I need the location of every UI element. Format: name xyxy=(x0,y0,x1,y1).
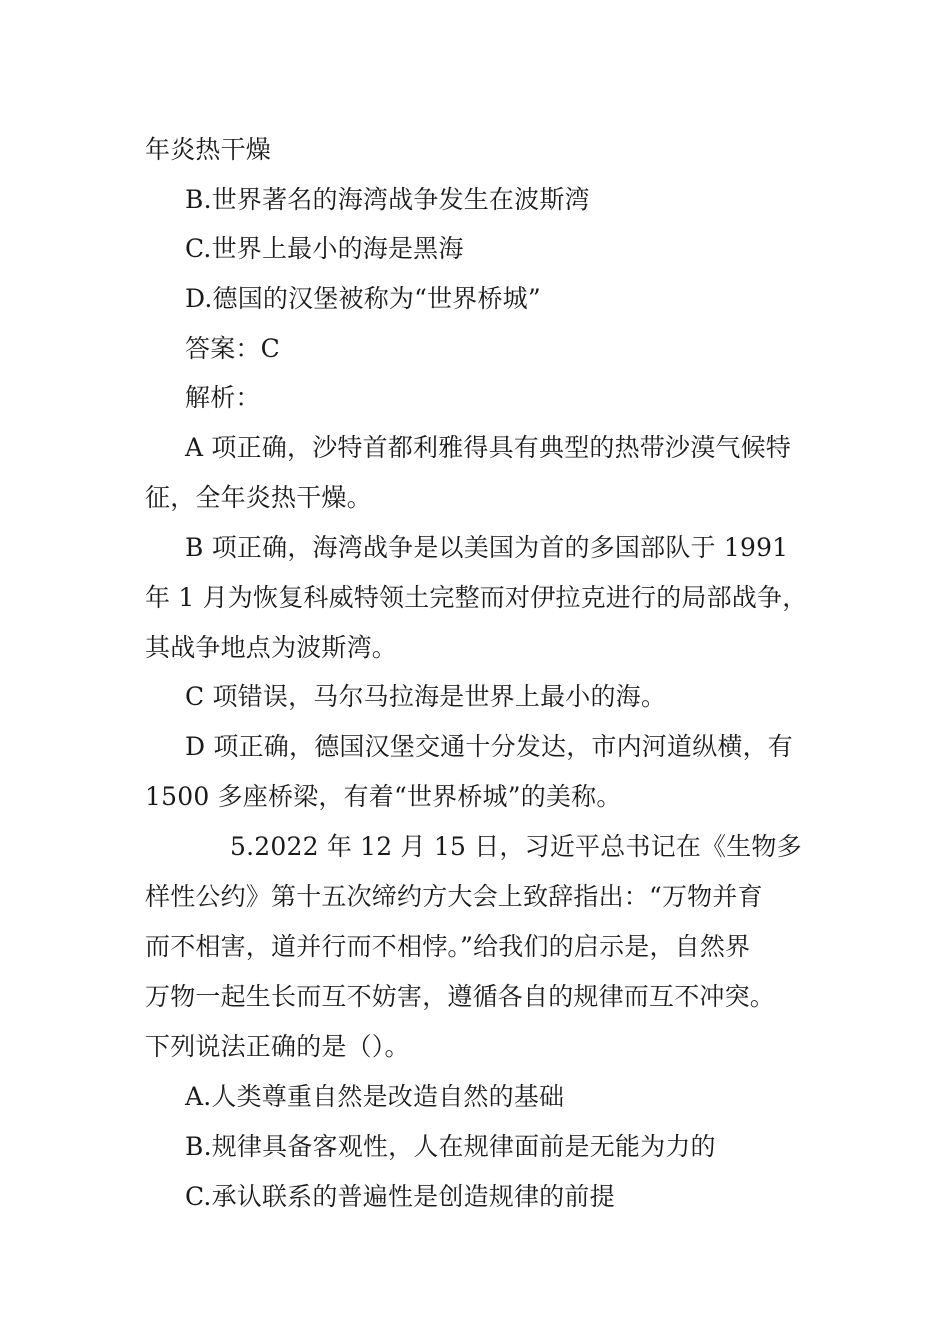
question-5-cont3: 万物一起生长而互不妨害，遵循各自的规律而互不冲突。 xyxy=(145,982,776,1011)
analysis-b: B 项正确，海湾战争是以美国为首的多国部队于 1991 xyxy=(185,533,789,562)
q5-option-a: A.人类尊重自然是改造自然的基础 xyxy=(185,1082,565,1111)
analysis-c: C 项错误，马尔马拉海是世界上最小的海。 xyxy=(185,682,667,711)
answer-line: 答案：C xyxy=(185,334,280,363)
question-5: 5.2022 年 12 月 15 日，习近平总书记在《生物多 xyxy=(230,832,802,861)
analysis-a: A 项正确，沙特首都利雅得具有典型的热带沙漠气候特 xyxy=(185,433,792,462)
analysis-d-cont: 1500 多座桥梁，有着“世界桥城”的美称。 xyxy=(145,782,622,811)
analysis-b-cont: 年 1 月为恢复科威特领土完整而对伊拉克进行的局部战争， xyxy=(145,583,808,612)
analysis-b-cont2: 其战争地点为波斯湾。 xyxy=(145,633,398,662)
question-5-cont2: 而不相害，道并行而不相悖。”给我们的启示是，自然界 xyxy=(145,932,751,961)
analysis-a-cont: 征，全年炎热干燥。 xyxy=(145,483,372,512)
q5-option-c: C.承认联系的普遍性是创造规律的前提 xyxy=(185,1182,615,1211)
option-d: D.德国的汉堡被称为“世界桥城” xyxy=(185,284,541,313)
analysis-d: D 项正确，德国汉堡交通十分发达，市内河道纵横，有 xyxy=(185,732,793,761)
analysis-heading: 解析： xyxy=(185,383,261,412)
text-line: 年炎热干燥 xyxy=(145,135,272,164)
option-b: B.世界著名的海湾战争发生在波斯湾 xyxy=(185,185,590,214)
question-5-cont: 样性公约》第十五次缔约方大会上致辞指出：“万物并育 xyxy=(145,882,763,911)
question-5-prompt: 下列说法正确的是（）。 xyxy=(145,1032,410,1061)
option-c: C.世界上最小的海是黑海 xyxy=(185,234,464,263)
q5-option-b: B.规律具备客观性，人在规律面前是无能为力的 xyxy=(185,1132,716,1161)
